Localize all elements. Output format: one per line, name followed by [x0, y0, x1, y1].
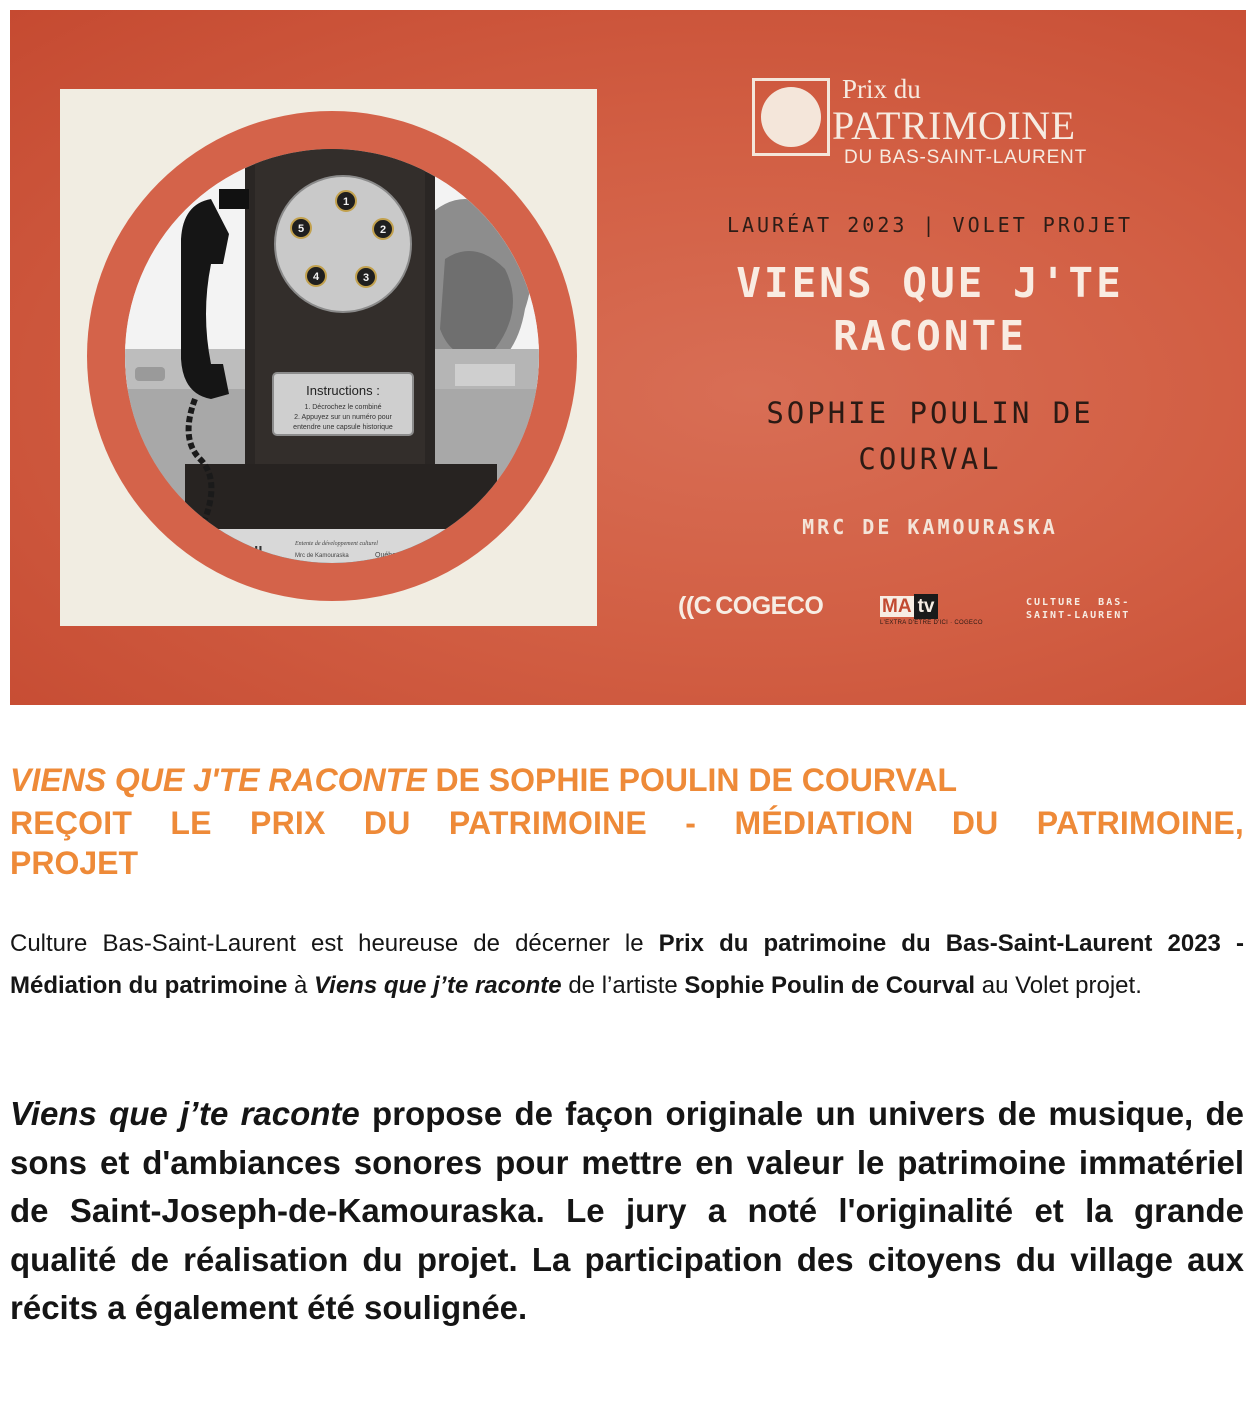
cogeco-icon: ((C [678, 592, 712, 620]
payphone-photo [125, 149, 539, 563]
matv-tv: tv [914, 594, 939, 619]
photo-ring [87, 111, 577, 601]
instructions-line-1: 1. Décrochez le combiné [304, 404, 382, 411]
matv-logo [880, 596, 983, 626]
banner-artist-line-1: SOPHIE POULIN DE [766, 396, 1094, 430]
banner-mrc: MRC DE KAMOURASKA [802, 515, 1058, 539]
dial-button-1: 1 [342, 196, 350, 208]
banner-artist-line-2: COURVAL [858, 442, 1002, 476]
body-paragraph [10, 1090, 1244, 1333]
culture-line-1: CULTURE BAS- [1026, 597, 1131, 608]
banner-title-line-1: VIENS QUE J'TE [736, 259, 1124, 307]
plate-quebec: Québec [375, 552, 400, 559]
intro-artist-name: Sophie Poulin de Courval [684, 972, 976, 999]
intro-text-1: Culture Bas-Saint-Laurent est heureuse de décerner le [10, 930, 659, 957]
banner-artist-name [630, 390, 1230, 482]
intro-text-4: au Volet projet. [975, 972, 1142, 999]
laureat-label: LAURÉAT 2023 | VOLET PROJET [726, 213, 1134, 237]
matv-ma: MA [882, 596, 912, 617]
instructions-title: Instructions : [306, 383, 380, 398]
banner-project-title [630, 257, 1230, 363]
headline-title-rest: DE SOPHIE POULIN DE COURVAL [426, 762, 957, 798]
intro-project-name: Viens que j’te raconte [314, 972, 562, 999]
intro-text-3: de l’artiste [561, 972, 685, 999]
logo-line-1: Prix du [842, 74, 921, 104]
headline-line-3: PROJET [10, 845, 139, 881]
instructions-line-3: entendre une capsule historique [293, 424, 393, 431]
body-project-name: Viens que j’te raconte [10, 1095, 360, 1132]
dial-button-3: 3 [362, 272, 370, 284]
cogeco-wordmark: COGECO [715, 592, 824, 620]
logo-line-2: PATRIMOINE [832, 103, 1076, 148]
bell-logo: Bell [235, 544, 263, 561]
photo-frame [60, 89, 597, 626]
instructions-line-2: 2. Appuyez sur un numéro pour [294, 414, 392, 421]
intro-paragraph [10, 923, 1244, 1007]
plate-mrc: Mrc de Kamouraska [295, 553, 349, 559]
logo-line-3: DU BAS-SAINT-LAURENT [844, 147, 1087, 168]
headline-line-1 [10, 760, 1244, 800]
dial-button-5: 5 [297, 223, 305, 235]
culture-line-2: SAINT-LAURENT [1026, 610, 1131, 621]
cogeco-logo [678, 592, 823, 621]
logo-mark-icon [752, 78, 830, 156]
culture-bsl-logo [1026, 596, 1130, 622]
prix-patrimoine-logo [752, 76, 1112, 168]
award-banner [10, 10, 1246, 705]
headline-title-italic: VIENS QUE J'TE RACONTE [10, 762, 427, 798]
plate-text: Entente de développement culturel [295, 541, 378, 547]
intro-text-2: à [287, 972, 315, 999]
matv-tagline: L'EXTRA D'ÊTRE D'ICI · COGECO [880, 620, 983, 626]
payphone-illustration [125, 149, 539, 563]
intro-prize-name: Prix du patrimoine du Bas-Saint-Laurent 2023 - Médiation du patrimoine [10, 930, 1244, 999]
dial-button-2: 2 [379, 224, 387, 236]
headline-line-2: REÇOIT LE PRIX DU PATRIMOINE - MÉDIATION DU PATRIMOINE, [10, 805, 1244, 841]
body-text: propose de façon originale un univers de musique, de sons et d'ambiances sonores pour mettre en valeur le patrimoine immatériel de Saint-Joseph-de-Kamouraska. Le jury a noté l'originalité et la grande qualité de réalisation du projet. La participation des citoyens du village aux récits a également été soulignée. [10, 1095, 1244, 1326]
dial-button-4: 4 [312, 271, 320, 283]
banner-title-line-2: RACONTE [833, 312, 1027, 360]
